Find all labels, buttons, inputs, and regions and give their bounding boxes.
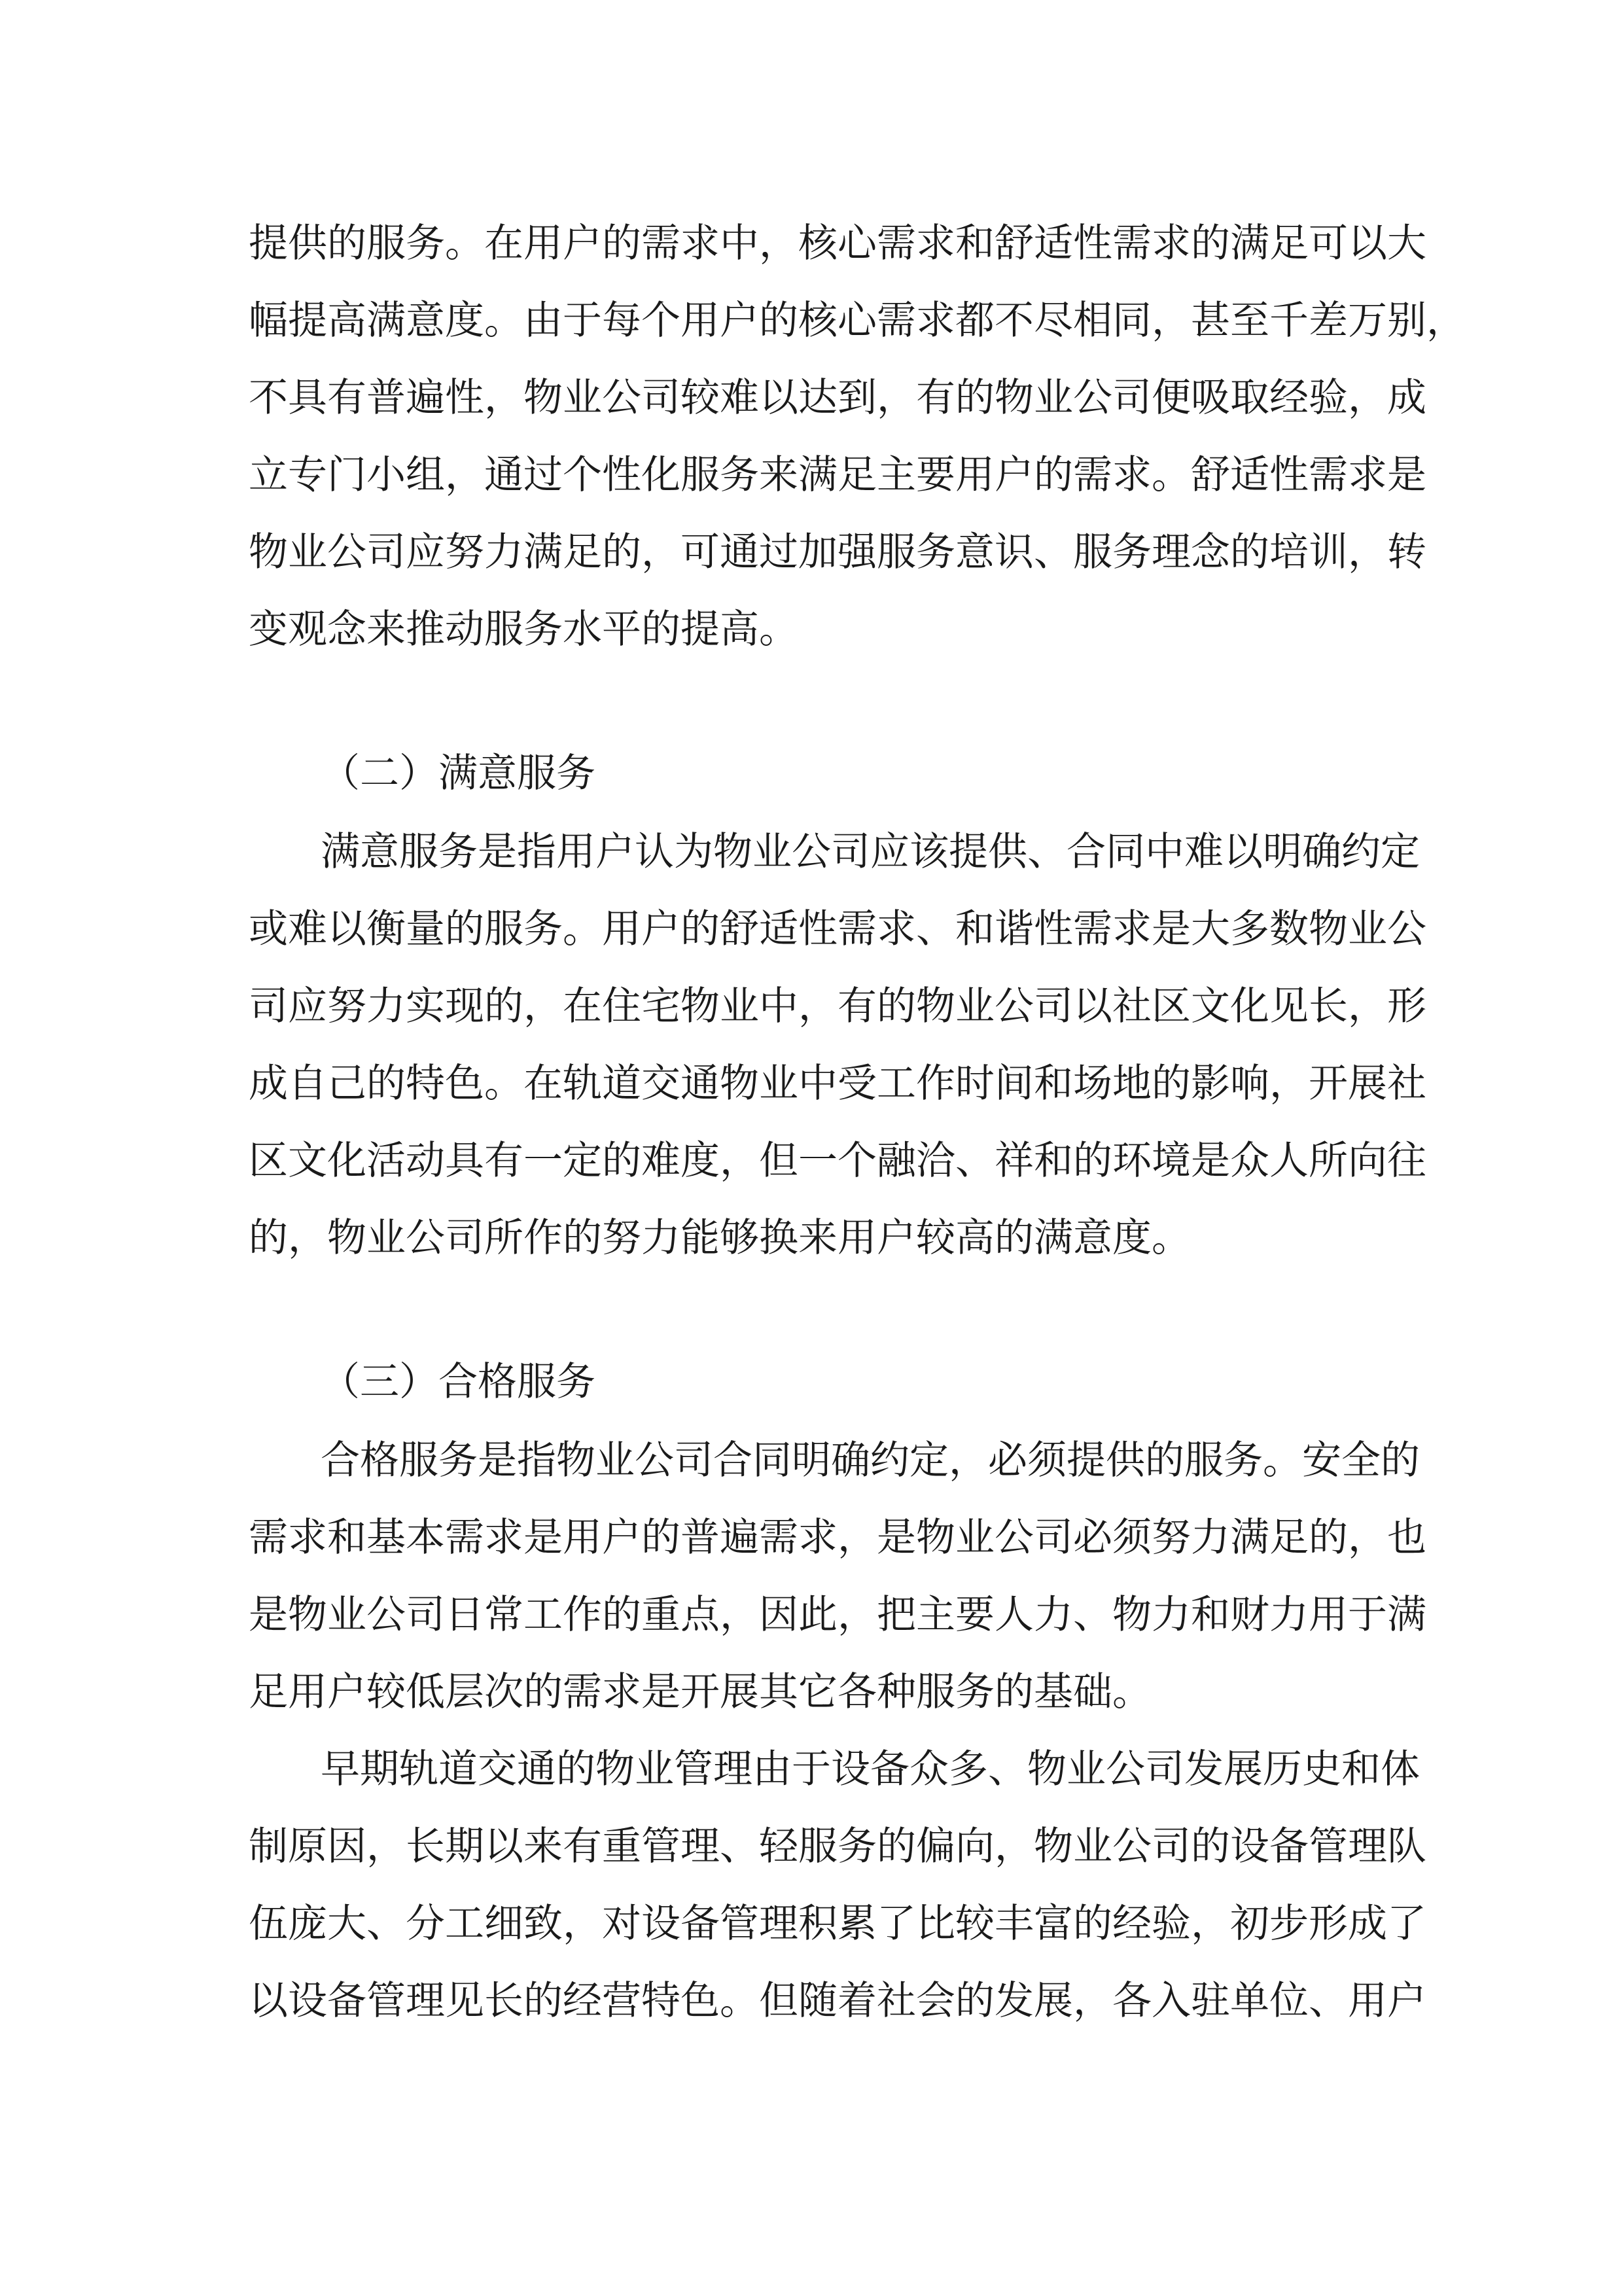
section-heading-satisfactory-service: （二）满意服务 xyxy=(321,751,595,796)
text-line: 成 自 己 的 特 色 。 在 轨 道 交 通 物 业 中 受 工 作 时 间 和 场 地 的 影 响 ， 开 展 社 xyxy=(249,1061,1426,1106)
text-line: 需 求 和 基 本 需 求 是 用 户 的 普 遍 需 求 ， 是 物 业 公 司 必 须 努 力 满 足 的 ， 也 xyxy=(249,1515,1426,1561)
text-line: 或 难 以 衡 量 的 服 务 。 用 户 的 舒 适 性 需 求 、 和 谐 性 需 求 是 大 多 数 物 业 公 xyxy=(249,906,1426,952)
text-line: 制 原 因 ， 长 期 以 来 有 重 管 理 、 轻 服 务 的 偏 向 ， 物 业 公 司 的 设 备 管 理 队 xyxy=(249,1824,1426,1869)
text-line: 足用户较低层次的需求是开展其它各种服务的基础。 xyxy=(249,1669,1152,1715)
section-heading-qualified-service: （三）合格服务 xyxy=(321,1359,595,1405)
text-line: 幅 提 高 满 意 度 。 由 于 每 个 用 户 的 核 心 需 求 都 不 尽 相 同 ， 甚 至 千 差 万 别 ， xyxy=(249,298,1466,344)
text-line: 合 格 服 务 是 指 物 业 公 司 合 同 明 确 约 定 ， 必 须 提 供 的 服 务 。 安 全 的 xyxy=(321,1438,1420,1483)
text-line: 伍 庞 大 、 分 工 细 致 ， 对 设 备 管 理 积 累 了 比 较 丰 富 的 经 验 ， 初 步 形 成 了 xyxy=(249,1901,1426,1947)
text-line: 满 意 服 务 是 指 用 户 认 为 物 业 公 司 应 该 提 供 、 合 同 中 难 以 明 确 约 定 xyxy=(321,829,1420,875)
text-line: 司 应 努 力 实 现 的 ， 在 住 宅 物 业 中 ， 有 的 物 业 公 司 以 社 区 文 化 见 长 ， 形 xyxy=(249,983,1426,1029)
text-line: 的，物业公司所作的努力能够换来用户较高的满意度。 xyxy=(249,1215,1191,1261)
text-line: 区 文 化 活 动 具 有 一 定 的 难 度 ， 但 一 个 融 洽 、 祥 和 的 环 境 是 众 人 所 向 往 xyxy=(249,1138,1426,1184)
text-line: 物 业 公 司 应 努 力 满 足 的 ， 可 通 过 加 强 服 务 意 识 、 服 务 理 念 的 培 训 ， 转 xyxy=(249,529,1426,575)
text-line: 不 具 有 普 遍 性 ， 物 业 公 司 较 难 以 达 到 ， 有 的 物 业 公 司 便 吸 取 经 验 ， 成 xyxy=(249,375,1426,421)
text-line: 以 设 备 管 理 见 长 的 经 营 特 色 。 但 随 着 社 会 的 发 展 ， 各 入 驻 单 位 、 用 户 xyxy=(249,1978,1426,2024)
text-line: 立 专 门 小 组 ， 通 过 个 性 化 服 务 来 满 足 主 要 用 户 的 需 求 。 舒 适 性 需 求 是 xyxy=(249,452,1426,498)
text-line: 是 物 业 公 司 日 常 工 作 的 重 点 ， 因 此 ， 把 主 要 人 力 、 物 力 和 财 力 用 于 满 xyxy=(249,1592,1426,1638)
text-line: 变观念来推动服务水平的提高。 xyxy=(249,607,798,652)
text-line: 早 期 轨 道 交 通 的 物 业 管 理 由 于 设 备 众 多 、 物 业 公 司 发 展 历 史 和 体 xyxy=(321,1746,1420,1792)
text-line: 提 供 的 服 务 。 在 用 户 的 需 求 中 ， 核 心 需 求 和 舒 适 性 需 求 的 满 足 可 以 大 xyxy=(249,221,1426,266)
